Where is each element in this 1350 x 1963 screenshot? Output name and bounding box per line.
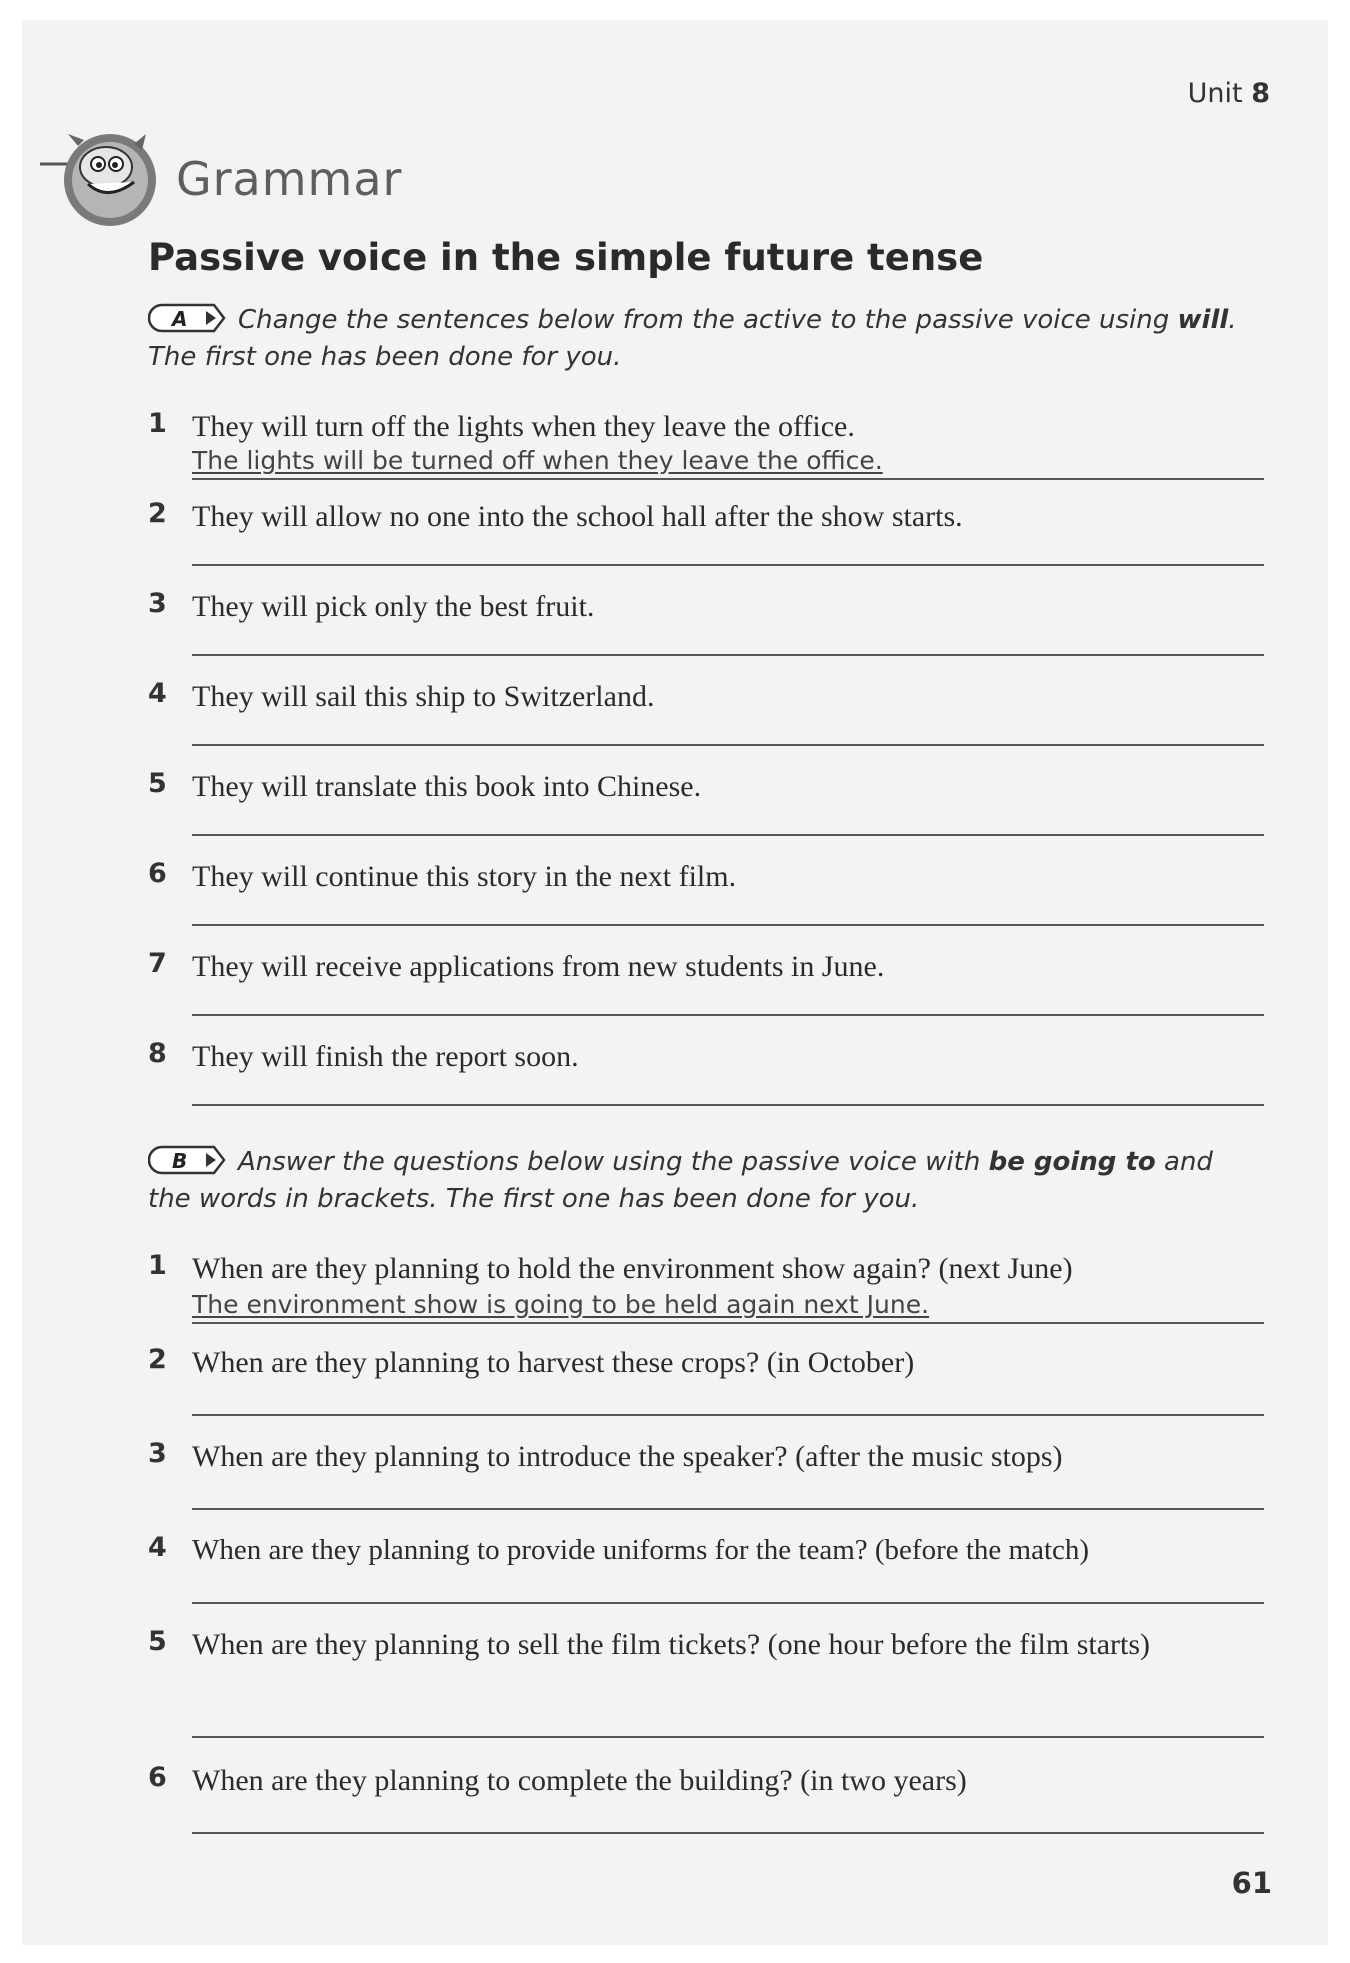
item-number: 1: [148, 408, 167, 439]
exercise-a-instruction-end: . The first one has been done for you.: [148, 305, 1237, 372]
item-question: When are they planning to hold the environment show again? (next June): [192, 1252, 1073, 1285]
item-question: They will translate this book into Chinese.: [192, 770, 702, 803]
item-question: They will finish the report soon.: [192, 1040, 579, 1073]
exercise-b-keyword: be going to: [988, 1147, 1156, 1177]
item-number: 3: [148, 1438, 167, 1469]
page-number: 61: [1231, 1866, 1272, 1900]
cartoon-mascot-icon: [38, 122, 168, 232]
answer-line[interactable]: [192, 478, 1264, 480]
item-question: They will allow no one into the school hall after the show starts.: [192, 500, 963, 533]
item-number: 2: [148, 498, 167, 529]
exercise-a-badge-letter: A: [172, 307, 188, 331]
answer-line[interactable]: [192, 1322, 1264, 1324]
exercise-b-badge-letter: B: [172, 1149, 188, 1173]
item-question: When are they planning to sell the film tickets? (one hour before the film starts): [192, 1628, 1151, 1661]
exercise-a-badge-icon: [148, 303, 228, 333]
item-answer: The lights will be turned off when they leave the office.: [192, 446, 883, 475]
item-question: They will pick only the best fruit.: [192, 590, 595, 623]
answer-line[interactable]: [192, 1508, 1264, 1510]
item-number: 5: [148, 1626, 167, 1657]
item-number: 1: [148, 1250, 167, 1281]
unit-number: 8: [1251, 78, 1270, 109]
item-question: When are they planning to harvest these crops? (in October): [192, 1346, 915, 1379]
answer-line[interactable]: [192, 834, 1264, 836]
item-question: They will receive applications from new students in June.: [192, 950, 885, 983]
item-number: 4: [148, 678, 167, 709]
answer-line[interactable]: [192, 744, 1264, 746]
exercise-b-instruction: [148, 1144, 1258, 1218]
answer-line[interactable]: [192, 1602, 1264, 1604]
answer-line[interactable]: [192, 924, 1264, 926]
item-number: 6: [148, 1762, 167, 1793]
section-title: Passive voice in the simple future tense: [148, 236, 984, 279]
item-answer: The environment show is going to be held again next June.: [192, 1290, 930, 1319]
answer-line[interactable]: [192, 564, 1264, 566]
item-number: 8: [148, 1038, 167, 1069]
item-number: 4: [148, 1532, 167, 1563]
exercise-a-keyword: will: [1177, 305, 1229, 335]
item-question: They will turn off the lights when they leave the office.: [192, 410, 855, 443]
grammar-heading: Grammar: [176, 152, 403, 206]
answer-line[interactable]: [192, 654, 1264, 656]
item-number: 6: [148, 858, 167, 889]
item-question: When are they planning to introduce the speaker? (after the music stops): [192, 1440, 1063, 1473]
exercise-a-instruction: [148, 302, 1258, 376]
exercise-b-instruction-text: Answer the questions below using the passive voice with: [238, 1147, 989, 1177]
item-number: 5: [148, 768, 167, 799]
exercise-a-instruction-text: Change the sentences below from the active to the passive voice using: [238, 305, 1178, 335]
item-question: When are they planning to complete the building? (in two years): [192, 1764, 967, 1797]
exercise-b-instruction-end: and the words in brackets. The first one has been done for you.: [148, 1147, 1213, 1214]
item-number: 7: [148, 948, 167, 979]
answer-line[interactable]: [192, 1104, 1264, 1106]
answer-line[interactable]: [192, 1832, 1264, 1834]
item-number: 3: [148, 588, 167, 619]
item-question: They will continue this story in the next film.: [192, 860, 737, 893]
unit-label-text: Unit: [1187, 78, 1243, 109]
answer-line[interactable]: [192, 1014, 1264, 1016]
item-question: They will sail this ship to Switzerland.: [192, 680, 655, 713]
item-number: 2: [148, 1344, 167, 1375]
item-question: When are they planning to provide uniforms for the team? (before the match): [192, 1534, 1090, 1566]
answer-line[interactable]: [192, 1414, 1264, 1416]
exercise-b-badge-icon: [148, 1145, 228, 1175]
unit-label: [1188, 78, 1270, 109]
answer-line[interactable]: [192, 1736, 1264, 1738]
